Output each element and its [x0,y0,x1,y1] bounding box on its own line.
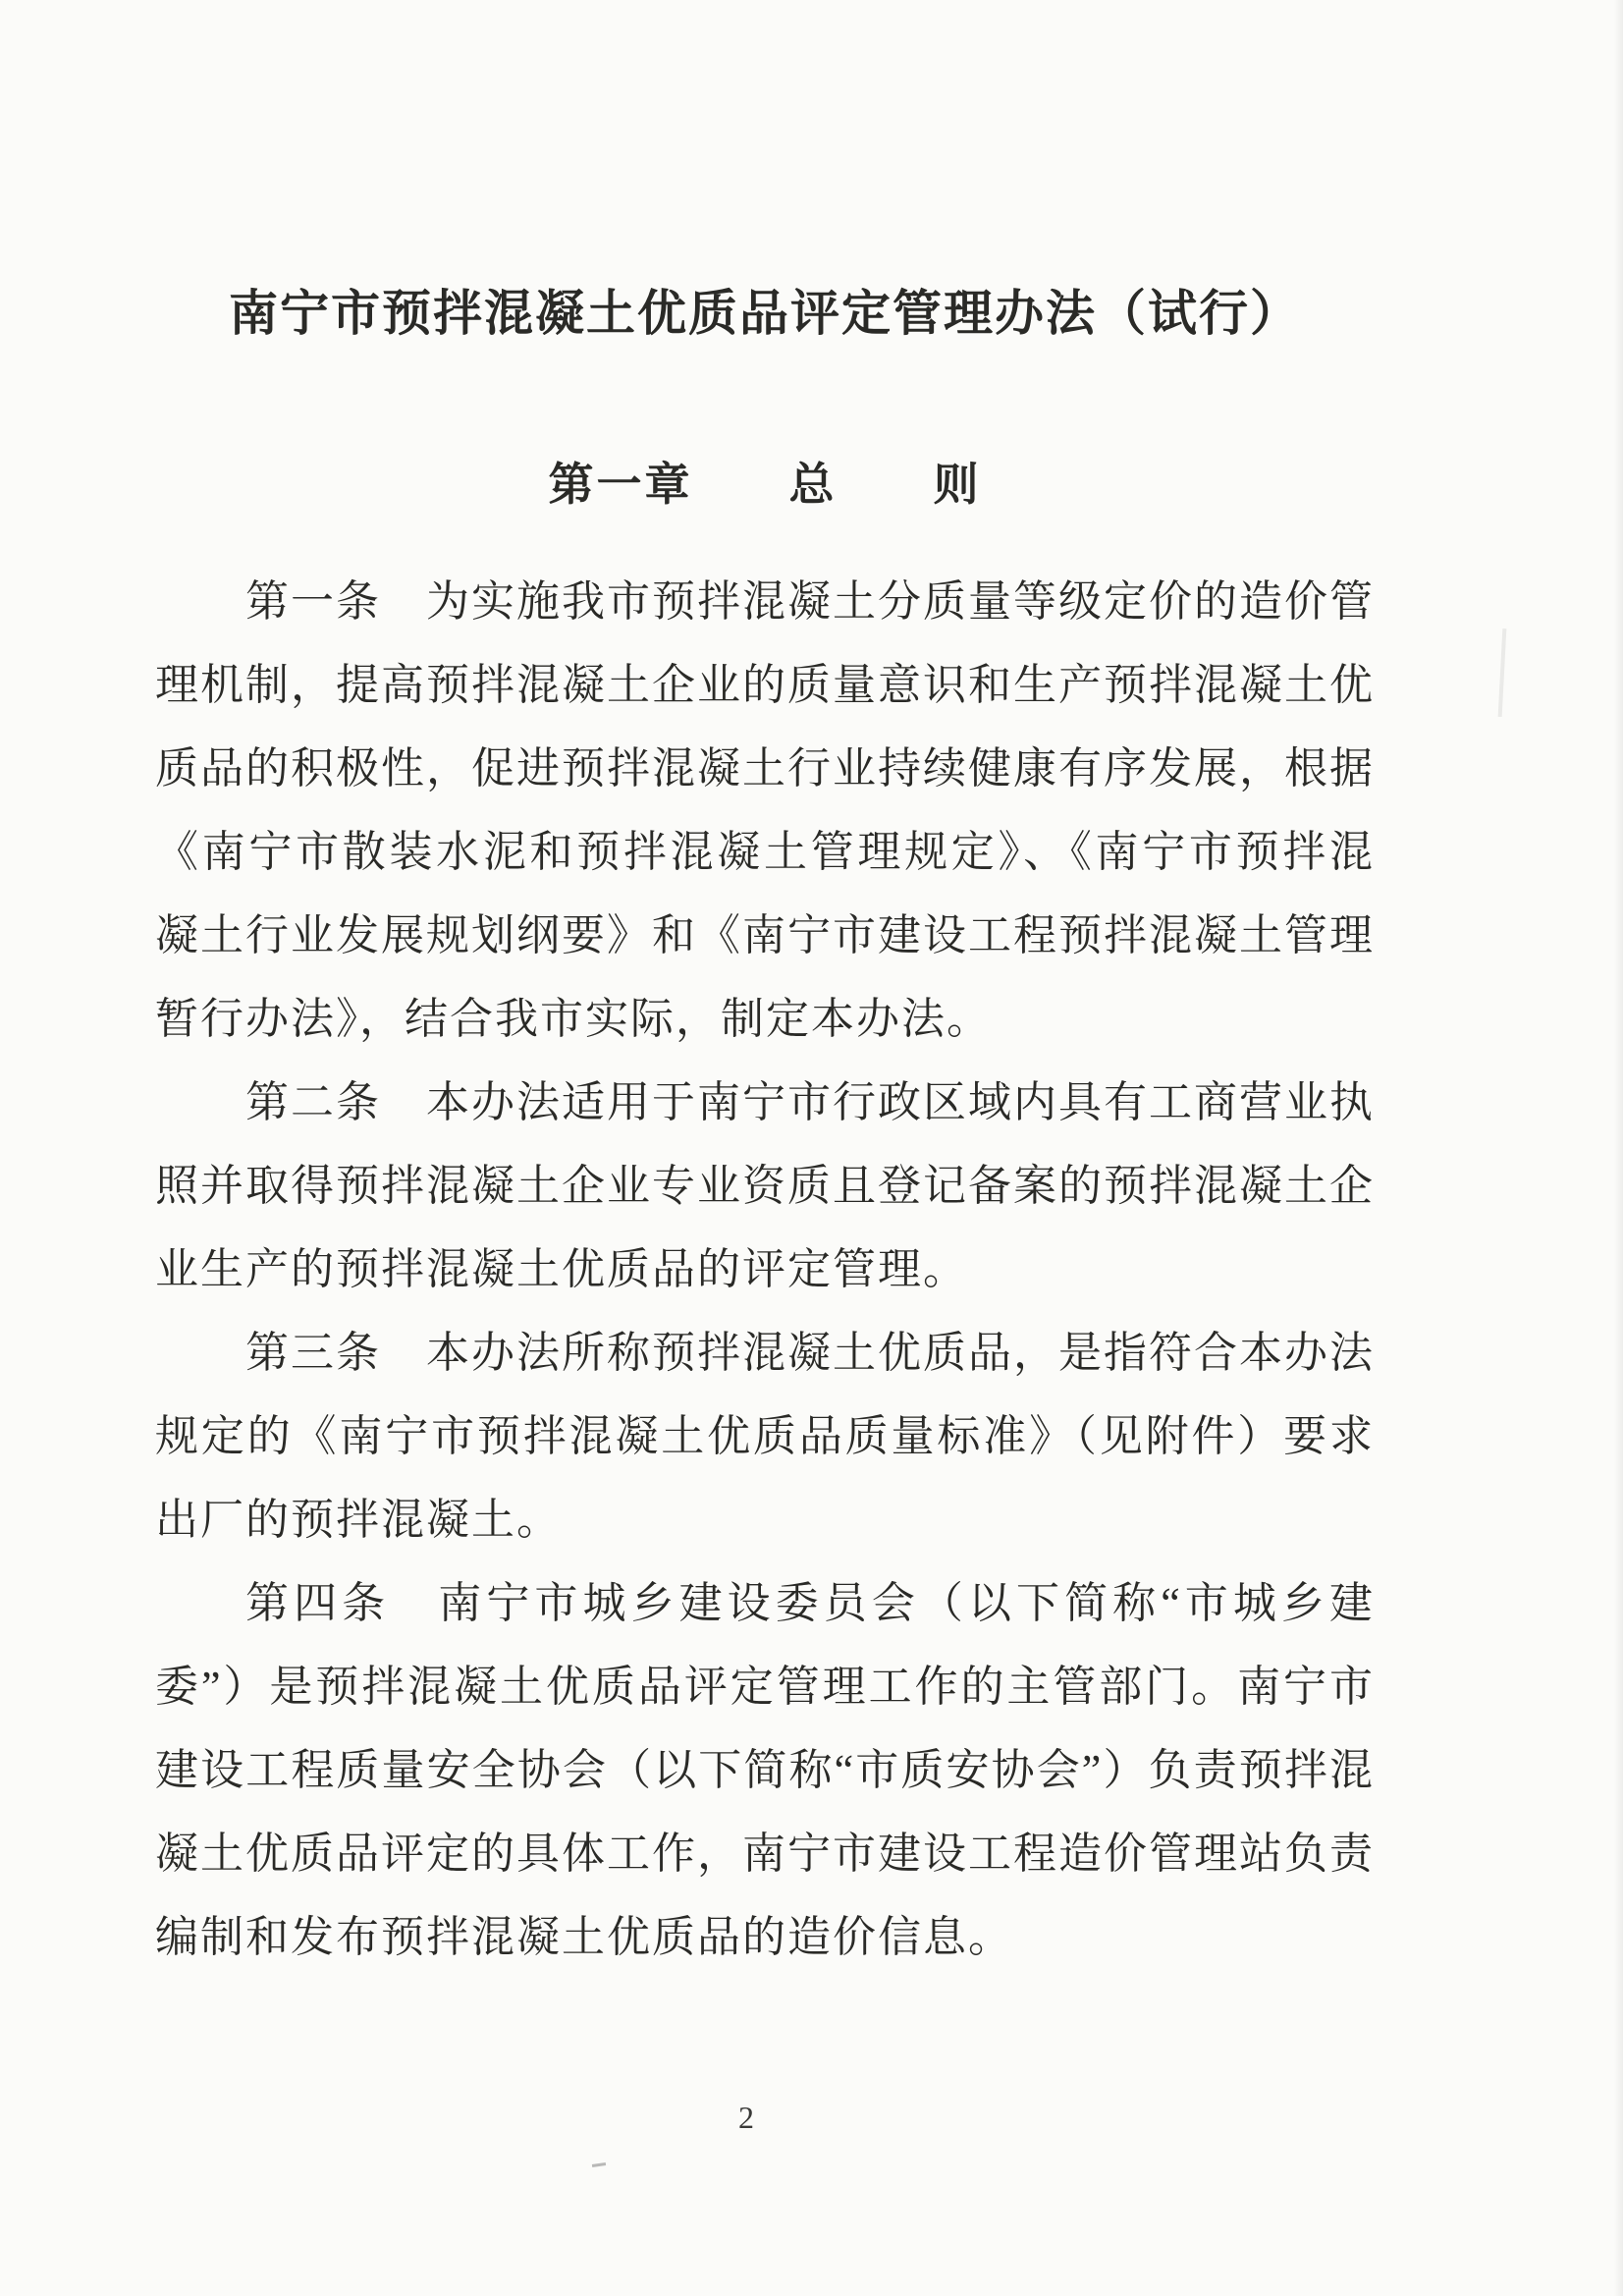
document-body [155,560,1375,1979]
document-title: 南宁市预拌混凝土优质品评定管理办法（试行） [229,286,1301,341]
article-1-paragraph: 第一条 为实施我市预拌混凝土分质量等级定价的造价管理机制，提高预拌混凝土企业的质量意识和生产预拌混凝土优质品的积极性，促进预拌混凝土行业持续健康有序发展，根据《南宁市散装水泥和预拌混凝土管理规定》、《南宁市预拌混凝土行业发展规划纲要》和《南宁市建设工程预拌混凝土管理暂行办法》，结合我市实际，制定本办法。 [155,577,1375,1043]
page-number: 2 [738,2100,754,2135]
article-2-paragraph: 第二条 本办法适用于南宁市行政区域内具有工商营业执照并取得预拌混凝土企业专业资质且登记备案的预拌混凝土企业生产的预拌混凝土优质品的评定管理。 [155,1078,1375,1293]
chapter-heading: 第一章 总 则 [548,460,982,510]
scan-edge-shadow [1614,0,1623,2296]
article-3-paragraph: 第三条 本办法所称预拌混凝土优质品，是指符合本办法规定的《南宁市预拌混凝土优质品质量标准》（见附件）要求出厂的预拌混凝土。 [155,1329,1375,1544]
document-content-column [155,0,1375,1979]
scan-smudge [1498,629,1507,717]
scan-speck [592,2162,606,2167]
article-4-paragraph: 第四条 南宁市城乡建设委员会（以下简称“市城乡建委”）是预拌混凝土优质品评定管理工作的主管部门。南宁市建设工程质量安全协会（以下简称“市质安协会”）负责预拌混凝土优质品评定的具体工作，南宁市建设工程造价管理站负责编制和发布预拌混凝土优质品的造价信息。 [155,1579,1375,1961]
